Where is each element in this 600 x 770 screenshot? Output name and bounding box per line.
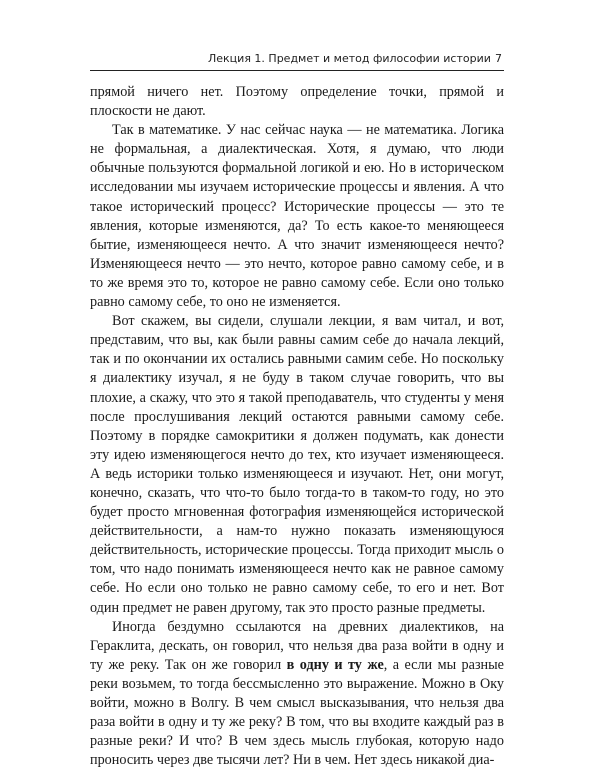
paragraph-4-text-end: , а если мы разные реки возьмем, то тогда бессмысленно это выражение. Можно в Оку войти, можно в Волгу. В чем смысл высказывания, что нельзя два раза войти в одну и ту же реку? В том, что вы входите каждый раз в разные реки? И что? В чем здесь мысль глубокая, которую надо проносить через две тысячи лет? Ни в чем. Нет здесь никакой диа-: [90, 656, 504, 769]
page-number: 7: [495, 52, 502, 65]
paragraph-4-text-start: Иногда бездумно ссылаются на древних диалектиков, на Гераклита, дескать, он говорил, что нельзя два раза войти в одну и ту же реку. Так он же говорил: [90, 618, 504, 673]
paragraph-1: прямой ничего нет. Поэтому определение точки, прямой и плоскости не дают.: [90, 84, 504, 120]
running-title: Лекция 1. Предмет и метод философии истории: [208, 52, 491, 65]
page-body: [90, 83, 504, 770]
emphasized-phrase: в одну и ту же: [286, 656, 384, 673]
running-header: [90, 48, 504, 71]
paragraph-3: Вот скажем, вы сидели, слушали лекции, я вам читал, и вот, представим, что вы, как были равны самим себе до начала лекций, так и по окончании их остались равными самим себе. Но поскольку я диалектику изучал, я не буду в таком случае говорить, что вы плохие, а скажу, что это я такой преподаватель, что студенты у меня после прослушивания лекций остаются равными самому себе. Поэтому в порядке самокритики я должен подумать, как донести эту идею изменяющегося нечто до тех, кто изучает изменяющееся. А ведь историки только изменяющееся и изучают. Нет, они могут, конечно, сказать, что что-то было тогда-то в таком-то году, но это будет просто мгновенная фотография изменяющейся исторической действительности, а нам-то нужно показать изменяющуюся действительность, исторические процессы. Тогда приходит мысль о том, что надо понимать изменяющееся нечто как не равное самому себе. Но если оно только не равно самому себе, то его и нет. Вот один предмет не равен другому, так это просто разные предметы.: [90, 313, 504, 616]
paragraph-2: Так в математике. У нас сейчас наука — не математика. Логика не формальная, а диалектическая. Хотя, я думаю, что люди обычные пользуются формальной логикой и ею. Но в историческом исследовании мы изучаем исторические процессы и явления. А что такое исторический процесс? Исторические процессы — это те явления, которые изменяются, да? То есть какое-то меняющееся бытие, изменяющееся нечто. А что значит изменяющееся нечто? Изменяющееся нечто — это нечто, которое равно самому себе, и в то же время это то, которое не равно самому себе. Если оно только равно самому себе, то оно не изменяется.: [90, 122, 504, 311]
paragraph-4: [90, 618, 504, 770]
